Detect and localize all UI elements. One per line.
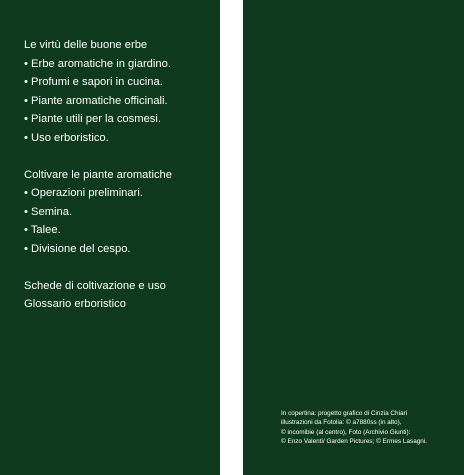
cover-credits bbox=[281, 409, 427, 447]
spine-divider bbox=[220, 0, 243, 475]
list-item: • Piante aromatiche officinali. bbox=[24, 94, 168, 107]
credit-line: In copertina: progetto grafico di Cinzia Chiari bbox=[281, 410, 408, 417]
left-cover-panel bbox=[0, 0, 220, 475]
credit-line: © Enzo Valenti/ Garden Pictures; © Ermes Lasagni. bbox=[281, 438, 428, 446]
list-item: • Profumi e sapori in cucina. bbox=[24, 76, 163, 88]
list-item: • Erbe aromatiche in giardino. bbox=[24, 57, 171, 70]
credit-line: © incomibie (al centro), Foto (Archivio Giunti): bbox=[281, 428, 411, 436]
list-item: • Uso erboristico. bbox=[24, 131, 109, 144]
list-item: • Piante utili per la cosmesi. bbox=[24, 113, 161, 125]
table-of-contents bbox=[24, 36, 172, 314]
spacer bbox=[24, 258, 172, 277]
spacer bbox=[24, 147, 172, 166]
list-item: • Talee. bbox=[24, 224, 61, 236]
right-cover-panel bbox=[243, 0, 464, 475]
list-item: • Divisione del cespo. bbox=[24, 242, 131, 255]
list-item: • Operazioni preliminari. bbox=[24, 187, 143, 199]
credit-line: illustrazioni da Fotolia: © a7880ss (in alto), bbox=[281, 419, 402, 427]
list-item: • Semina. bbox=[24, 205, 73, 218]
section-line-glossario: Glossario erboristico bbox=[24, 298, 126, 310]
section-heading-virtues: Le virtù delle buone erbe bbox=[24, 39, 148, 51]
section-heading-cultivation: Coltivare le piante aromatiche bbox=[24, 168, 172, 181]
section-line-schede: Schede di coltivazione e uso bbox=[24, 279, 166, 292]
